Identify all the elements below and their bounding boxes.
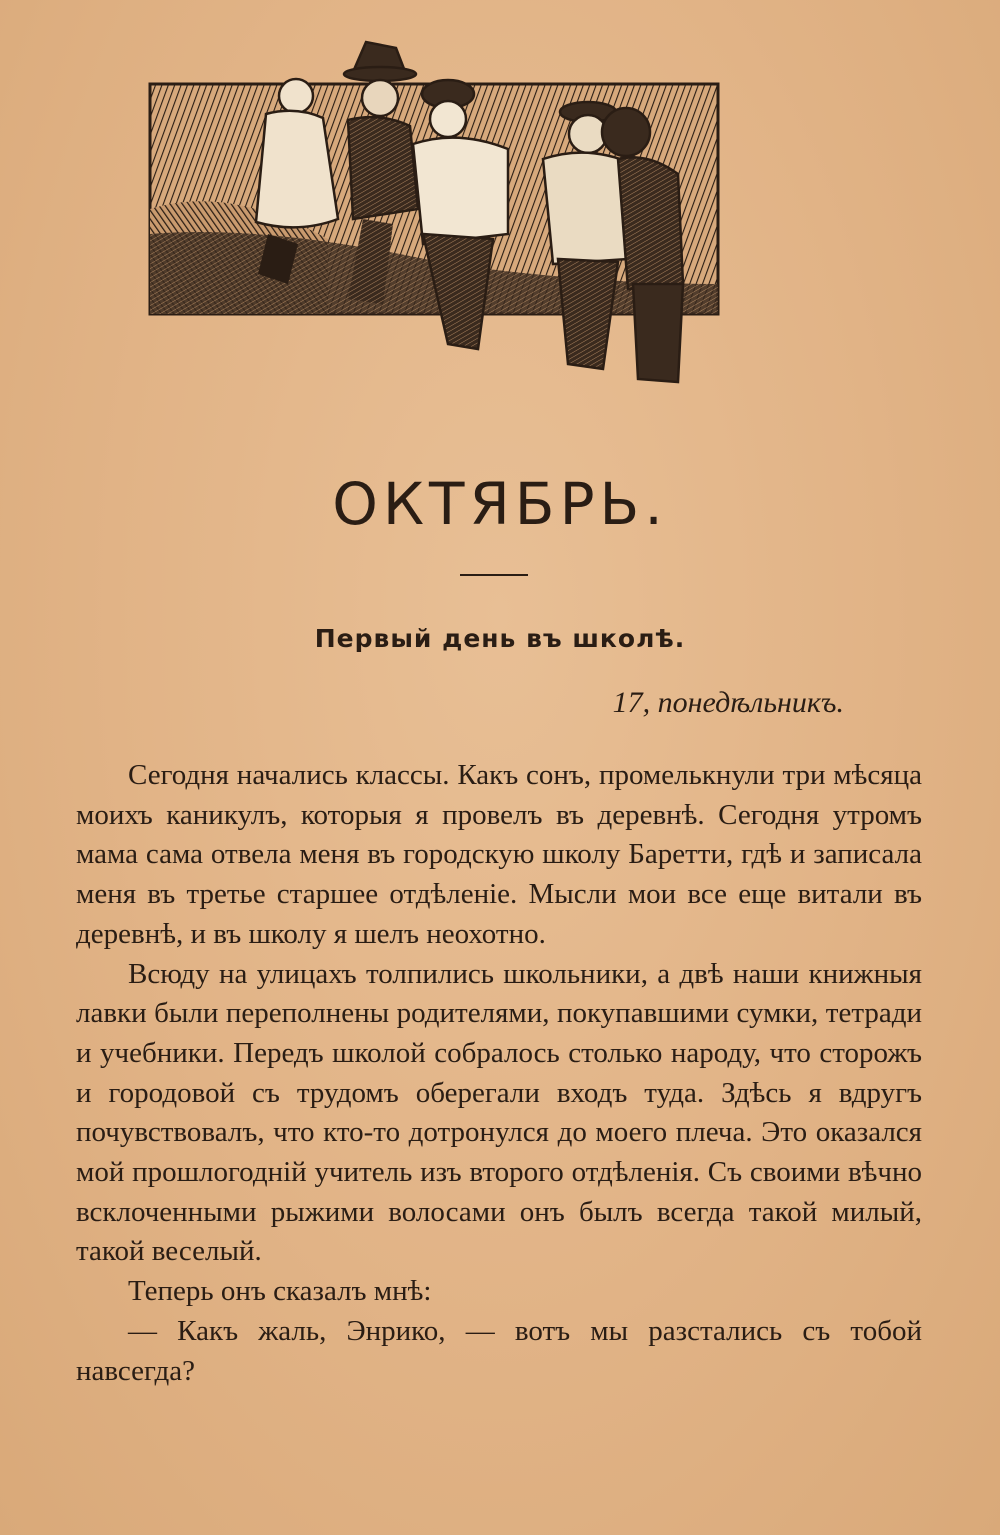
paragraph: Сегодня начались классы. Какъ сонъ, промелькнули три мѣсяца моихъ каникулъ, которыя я провелъ въ деревнѣ. Сегодня утромъ мама сама отвела меня въ городскую школу Баретти, гдѣ и записала меня въ третье старшее отдѣленіе. Мысли мои все еще витали въ деревнѣ, и въ школу я шелъ неохотно. (76, 759, 922, 950)
chapter-title: ОКТЯБРЬ. (332, 470, 668, 538)
children-on-bench-engraving-icon (148, 34, 720, 386)
dateline: 17, понедѣльникъ. (612, 686, 844, 719)
paragraph: — Какъ жаль, Энрико, — вотъ мы разстались съ тобой навсегда? (76, 1314, 922, 1387)
paragraph: Всюду на улицахъ толпились школьники, а двѣ наши книжныя лавки были переполнены родителями, покупавшими сумки, тетради и учебники. Передъ школой собралось столько народу, что сторожъ и городовой съ трудомъ оберегали входъ туда. Здѣсь я вдругъ почувствовалъ, что кто-то дотронулся до моего плеча. Это оказался мой прошлогоднiй учитель изъ второго отдѣленія. Съ своими вѣчно всклоченными рыжими волосами онъ былъ всегда такой милый, такой веселый. (76, 957, 922, 1268)
child-hat-figure (344, 42, 418, 219)
section-title: Первый день въ школѣ. (314, 624, 686, 653)
paragraph: Теперь онъ сказалъ мнѣ: (128, 1275, 432, 1308)
divider-rule (460, 574, 528, 576)
body-text (76, 756, 922, 1391)
